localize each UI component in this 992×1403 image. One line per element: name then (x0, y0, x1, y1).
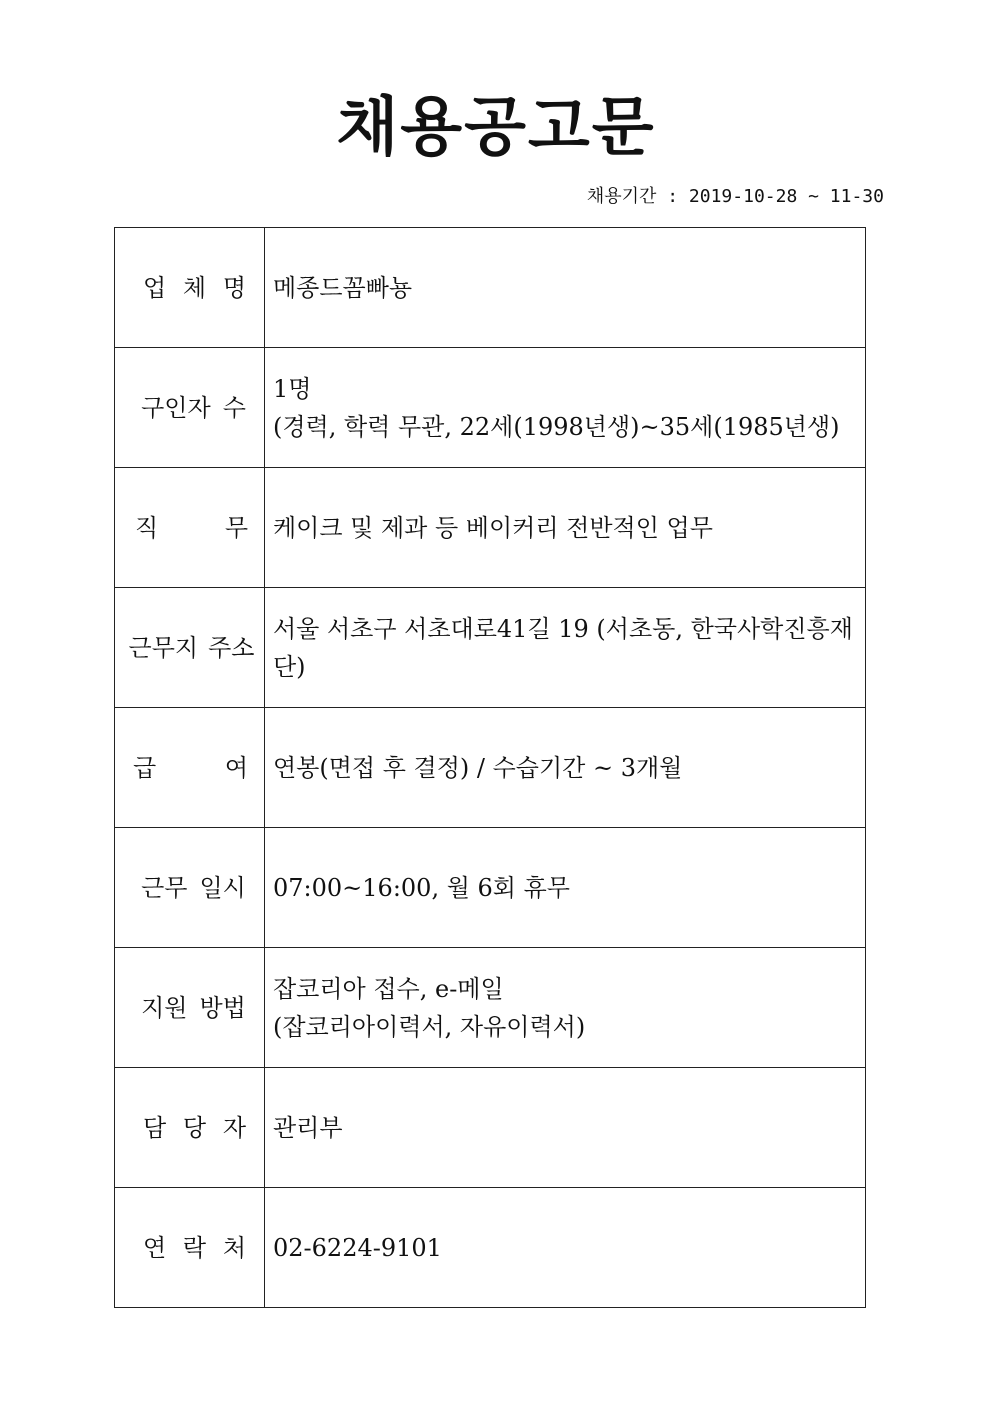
value-apply-method: 잡코리아 접수, e-메일 (잡코리아이력서, 자유이력서) (265, 948, 866, 1068)
label-headcount: 구인자 수 (115, 348, 265, 468)
recruitment-period: 채용기간 : 2019-10-28 ~ 11-30 (586, 186, 884, 207)
value-phone: 02-6224-9101 (265, 1188, 866, 1308)
label-duty: 직 무 (115, 468, 265, 588)
label-company-name: 업 체 명 (115, 228, 265, 348)
label-apply-method: 지원 방법 (115, 948, 265, 1068)
label-work-address: 근무지 주소 (115, 588, 265, 708)
row-company-name (115, 228, 866, 348)
label-contact-person: 담 당 자 (115, 1068, 265, 1188)
row-headcount (115, 348, 866, 468)
row-apply-method (115, 948, 866, 1068)
row-phone (115, 1188, 866, 1308)
row-work-address (115, 588, 866, 708)
row-salary (115, 708, 866, 828)
label-salary: 급 여 (115, 708, 265, 828)
value-company-name: 메종드꼼빠뇽 (265, 228, 866, 348)
value-contact-person: 관리부 (265, 1068, 866, 1188)
value-headcount: 1명 (경력, 학력 무관, 22세(1998년생)~35세(1985년생) (265, 348, 866, 468)
label-work-hours: 근무 일시 (115, 828, 265, 948)
value-salary: 연봉(면접 후 결정) / 수습기간 ~ 3개월 (265, 708, 866, 828)
value-work-address: 서울 서초구 서초대로41길 19 (서초동, 한국사학진흥재단) (265, 588, 866, 708)
row-contact-person (115, 1068, 866, 1188)
row-duty (115, 468, 866, 588)
document-title: 채용공고문 (336, 90, 656, 165)
value-work-hours: 07:00~16:00, 월 6회 휴무 (265, 828, 866, 948)
job-info-table (114, 227, 866, 1308)
value-duty: 케이크 및 제과 등 베이커리 전반적인 업무 (265, 468, 866, 588)
label-phone: 연 락 처 (115, 1188, 265, 1308)
row-work-hours (115, 828, 866, 948)
